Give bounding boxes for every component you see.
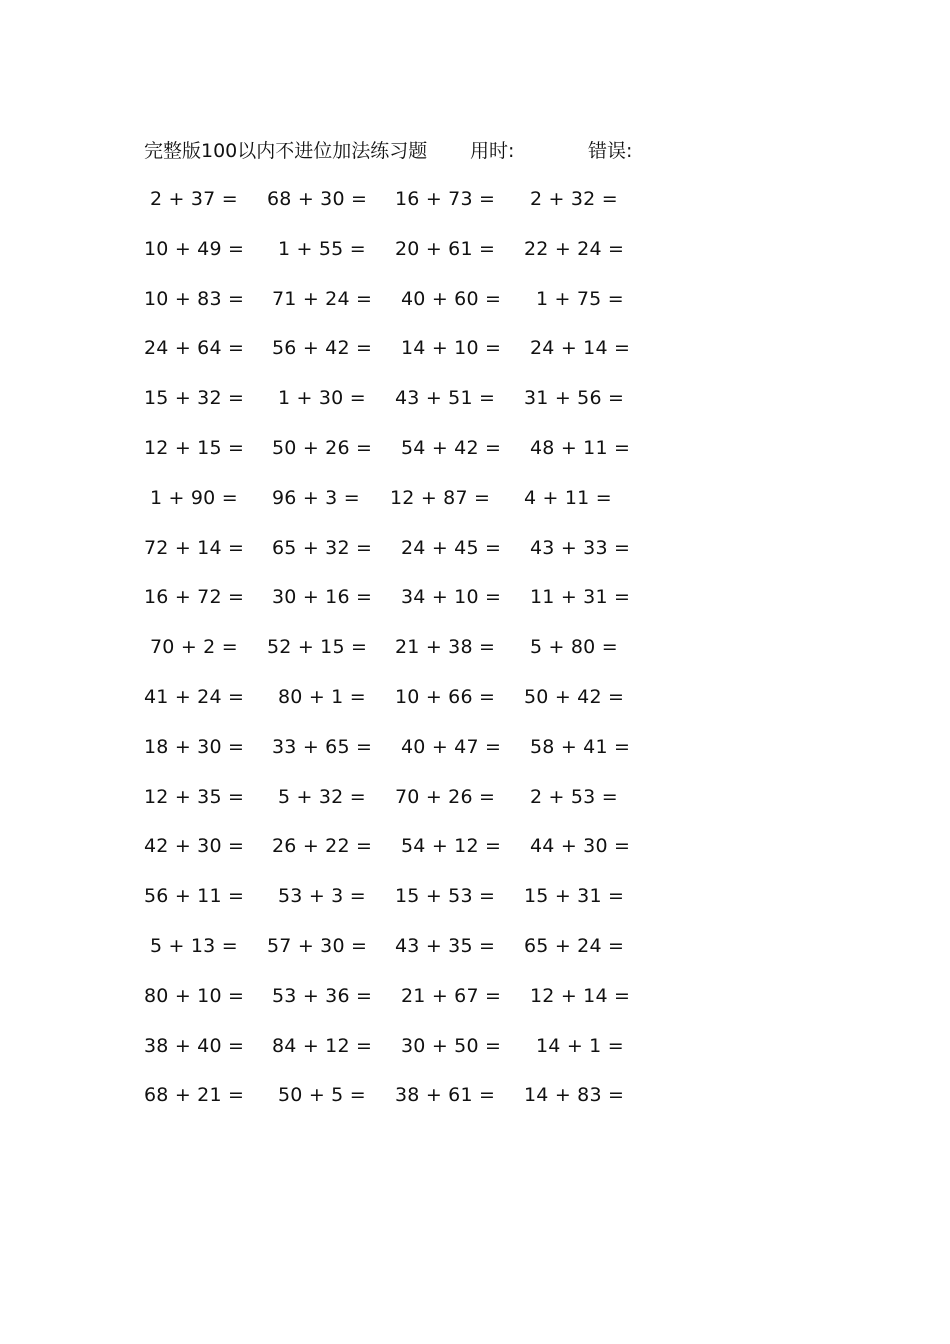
problem-cell: 14 + 83 = [524, 1084, 625, 1107]
problem-cell: 53 + 3 = [278, 885, 366, 908]
problem-cell: 10 + 49 = [144, 237, 245, 260]
problem-cell: 1 + 30 = [278, 387, 366, 410]
problem-row [0, 433, 950, 483]
problem-cell: 10 + 66 = [395, 685, 496, 708]
problem-row [0, 333, 950, 383]
problem-row [0, 782, 950, 832]
problem-row [0, 483, 950, 533]
problem-row [0, 383, 950, 433]
problem-cell: 96 + 3 = [272, 486, 360, 509]
problem-cell: 30 + 16 = [272, 586, 373, 609]
problem-cell: 15 + 31 = [524, 885, 625, 908]
problem-cell: 1 + 90 = [150, 486, 238, 509]
problem-row [0, 184, 950, 234]
problem-cell: 65 + 32 = [272, 536, 373, 559]
problem-cell: 2 + 32 = [530, 188, 618, 210]
problem-cell: 4 + 11 = [524, 486, 612, 509]
problem-cell: 54 + 42 = [401, 436, 502, 459]
problem-cell: 24 + 64 = [144, 337, 245, 360]
problem-cell: 16 + 73 = [395, 188, 496, 210]
problem-cell: 50 + 42 = [524, 685, 625, 708]
problem-cell: 48 + 11 = [530, 436, 631, 459]
errors-label: 错误: [588, 140, 633, 162]
problem-cell: 80 + 10 = [144, 984, 245, 1007]
time-label: 用时: [470, 140, 515, 162]
problem-cell: 11 + 31 = [530, 586, 631, 609]
problem-cell: 12 + 87 = [390, 486, 491, 509]
problem-cell: 21 + 38 = [395, 636, 496, 659]
problem-cell: 16 + 72 = [144, 586, 245, 609]
problem-cell: 54 + 12 = [401, 835, 502, 858]
problem-cell: 15 + 32 = [144, 387, 245, 410]
problem-cell: 38 + 40 = [144, 1034, 245, 1057]
problem-cell: 38 + 61 = [395, 1084, 496, 1107]
problem-row [0, 582, 950, 632]
problem-cell: 1 + 75 = [536, 287, 624, 310]
problem-cell: 40 + 47 = [401, 735, 502, 758]
problem-cell: 56 + 42 = [272, 337, 373, 360]
problem-cell: 52 + 15 = [267, 636, 368, 659]
problem-cell: 56 + 11 = [144, 885, 245, 908]
problem-cell: 24 + 14 = [530, 337, 631, 360]
problem-cell: 21 + 67 = [401, 984, 502, 1007]
problem-cell: 41 + 24 = [144, 685, 245, 708]
problem-cell: 31 + 56 = [524, 387, 625, 410]
problem-cell: 70 + 2 = [150, 636, 238, 659]
problem-cell: 43 + 51 = [395, 387, 496, 410]
problem-cell: 10 + 83 = [144, 287, 245, 310]
problem-cell: 24 + 45 = [401, 536, 502, 559]
problem-cell: 33 + 65 = [272, 735, 373, 758]
problem-cell: 15 + 53 = [395, 885, 496, 908]
problem-grid [0, 184, 950, 1130]
problem-cell: 68 + 21 = [144, 1084, 245, 1107]
problem-cell: 72 + 14 = [144, 536, 245, 559]
problem-cell: 50 + 26 = [272, 436, 373, 459]
problem-cell: 70 + 26 = [395, 785, 496, 808]
problem-cell: 53 + 36 = [272, 984, 373, 1007]
problem-cell: 12 + 35 = [144, 785, 245, 808]
problem-cell: 2 + 37 = [150, 188, 238, 210]
problem-cell: 1 + 55 = [278, 237, 366, 260]
problem-row [0, 1031, 950, 1081]
problem-cell: 43 + 35 = [395, 934, 496, 957]
problem-row [0, 284, 950, 334]
worksheet-title: 完整版100以内不进位加法练习题 [144, 140, 428, 162]
problem-cell: 50 + 5 = [278, 1084, 366, 1107]
problem-cell: 58 + 41 = [530, 735, 631, 758]
problem-cell: 30 + 50 = [401, 1034, 502, 1057]
problem-row [0, 1080, 950, 1130]
problem-cell: 34 + 10 = [401, 586, 502, 609]
problem-cell: 84 + 12 = [272, 1034, 373, 1057]
problem-row [0, 732, 950, 782]
problem-cell: 20 + 61 = [395, 237, 496, 260]
problem-cell: 12 + 15 = [144, 436, 245, 459]
problem-cell: 65 + 24 = [524, 934, 625, 957]
problem-row [0, 682, 950, 732]
problem-cell: 43 + 33 = [530, 536, 631, 559]
problem-row [0, 831, 950, 881]
problem-cell: 68 + 30 = [267, 188, 368, 210]
problem-cell: 57 + 30 = [267, 934, 368, 957]
problem-row [0, 881, 950, 931]
problem-cell: 42 + 30 = [144, 835, 245, 858]
problem-row [0, 234, 950, 284]
problem-cell: 2 + 53 = [530, 785, 618, 808]
problem-cell: 18 + 30 = [144, 735, 245, 758]
problem-cell: 14 + 10 = [401, 337, 502, 360]
problem-cell: 14 + 1 = [536, 1034, 624, 1057]
problem-row [0, 533, 950, 583]
problem-cell: 26 + 22 = [272, 835, 373, 858]
problem-row [0, 632, 950, 682]
problem-cell: 22 + 24 = [524, 237, 625, 260]
worksheet-header [144, 136, 704, 166]
problem-cell: 40 + 60 = [401, 287, 502, 310]
problem-cell: 71 + 24 = [272, 287, 373, 310]
problem-cell: 5 + 80 = [530, 636, 618, 659]
problem-cell: 44 + 30 = [530, 835, 631, 858]
problem-cell: 12 + 14 = [530, 984, 631, 1007]
problem-cell: 5 + 13 = [150, 934, 238, 957]
problem-row [0, 931, 950, 981]
problem-row [0, 981, 950, 1031]
problem-cell: 80 + 1 = [278, 685, 366, 708]
problem-cell: 5 + 32 = [278, 785, 366, 808]
